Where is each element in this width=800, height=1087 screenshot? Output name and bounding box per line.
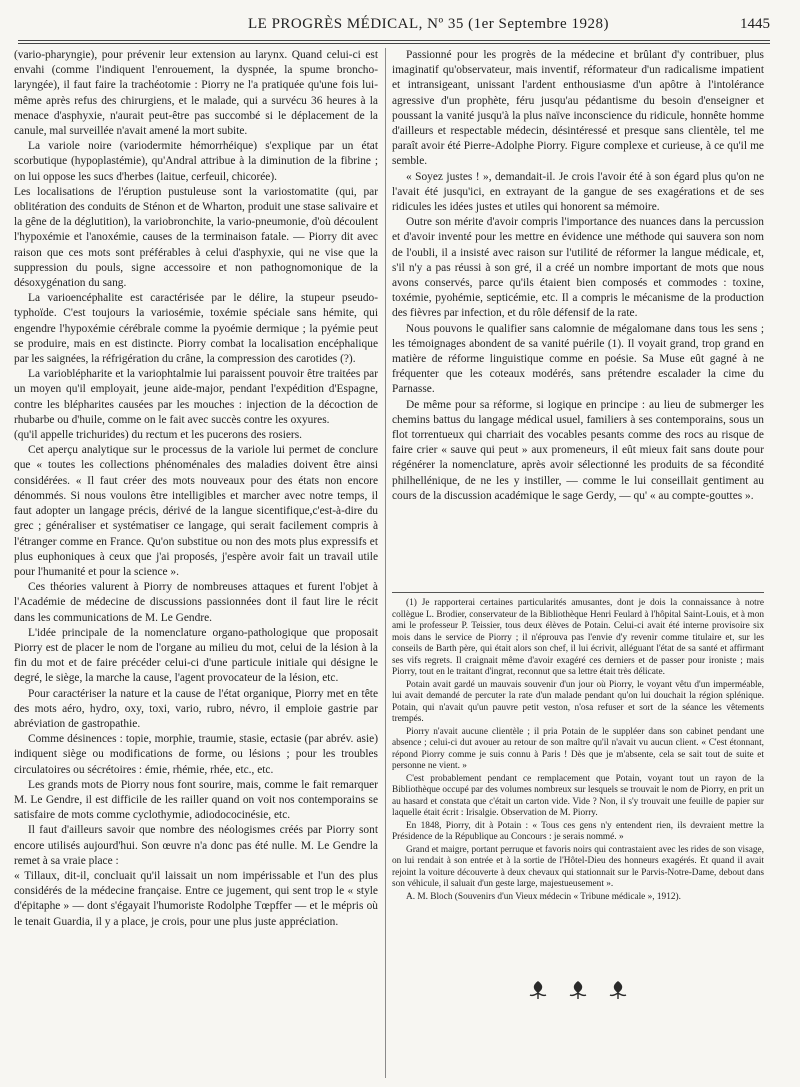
fleuron-icon: [529, 980, 547, 1000]
paragraph: Nous pouvons le qualifier sans calomnie de mégalomane dans tous les sens ; les témoignages abondent de sa vanité puérile (1). Il voyait grand, trop grand en matière de réforme linguistique comme en poésie. Sa Muse eût gagné à ne fréquenter que les coteaux modérés, sans prétendre escalader la cime du Parnasse.: [392, 322, 764, 396]
paragraph: Ces théories valurent à Piorry de nombreuses attaques et furent l'objet à l'Académie de médecine de discussions passionnées dont il faut lire le récit dans les communications de M. Le Gendre.: [14, 581, 378, 624]
paragraph: Cet aperçu analytique sur le processus de la variole lui permet de conclure que « toutes les collections phénoménales des maladies doivent être ainsi considérées. « Il faut créer des mots nouveaux pour des états non encore dénommés. Si nous voulons être intelligibles et marcher avec notre temps, il faut adopter un langage précis, dérivé de la langue sicentifique,c'est-à-dire du grec ; généraliser et systématiser ce langage, qui serait facilement compris à l'étranger comme en France. Qu'on substitue ou non des mots plus expressifs et plus euphoniques à ceux que j'ai proposés, j'espère avoir fait un travail utile pour l'humanité et pour la science ».: [14, 444, 378, 578]
left-column: [14, 48, 378, 930]
paragraph: La varioencéphalite est caractérisée par le délire, la stupeur pseudo-typhoïde. C'est toujours la variosémie, toxémie spéciale sans hémite, qui engendre l'hypoxémie cérébrale comme la pyoémie dermique ; la pyémie peut se produire, mais en est distincte. Piorry combat la localisation encéphalique par les saignées, la réfrigération du crâne, la compression des carotides (?).: [14, 292, 378, 366]
paragraph: (qu'il appelle trichurides) du rectum et les pucerons des rosiers.: [14, 429, 302, 442]
paragraph: « Soyez justes ! », demandait-il. Je crois l'avoir été à son égard plus qu'on ne l'avait été jusqu'ici, en extrayant de la gangue de ses exagérations et de ses ridicules les idées justes et utiles qui honorent sa mémoire.: [392, 170, 764, 214]
page-header: [18, 10, 770, 40]
paragraph: (vario-pharyngie), pour prévenir leur extension au larynx. Quand celui-ci est envahi (comme l'indiquent l'enrouement, la dyspnée, la spume broncho-laryngée), il faut faire la trachéotomie : Piorry ne l'a pratiquée qu'une fois lui-même après refus des chirurgiens, et le malade, qui a survécu 36 heures à la menace d'asphyxie, n'aurait peut-être pas succombé si le déplacement de la canule, mal surveillée n'avait amené la mort subite.: [14, 49, 378, 138]
running-title: LE PROGRÈS MÉDICAL, Nº 35 (1er Septembre 1928): [248, 16, 609, 32]
footnote: (1) Je rapporterai certaines particularités amusantes, dont je dois la connaissance à notre collègue L. Brodier, conservateur de la Bibliothèque Henri Feulard à l'hôpital Saint-Louis, et à mon ami le professeur P. Teissier, tous deux élèves de Potain. Celui-ci avait été interne provisoire six mois dans le service de Piorry ; il n'éprouva pas l'envie d'y revenir comme titulaire et, sur les conseils de Barth père, qui était alors son chef, il lui écrivit, alléguant l'état de sa santé et affirmant ses vifs regrets. Il craignait même d'avoir exagéré ces derniers et de passer pour ironiste ; mais Piorry, tout en le traitant d'ingrat, reconnut que sa lettre était très délicate.: [392, 598, 764, 677]
paragraph: Pour caractériser la nature et la cause de l'état organique, Piorry met en tête des mots aéro, hydro, oxy, toxi, vario, rubro, névro, il emploie gastrie par abréviation de gastropathie.: [14, 687, 378, 730]
paragraph: La varioblépharite et la variophtalmie lui paraissent pouvoir être traitées par un moyen qu'il employait, jeune aide-major, pendant l'expédition d'Espagne, contre les blépharites causées par les mouches : injection de la décoction de rhubarbe ou d'huile, comme on le fait avec succès contre les oxyures.: [14, 368, 378, 426]
paragraph: De même pour sa réforme, si logique en principe : au lieu de submerger les chemins battus du langage médical usuel, familiers à ses contemporains, sous un flot torrentueux qui charriait des vocables pesants comme des rocs au risque de faire crier « sauve qui peut » aux promeneurs, il eût mieux fait sans doute pour régénérer la nomenclature, après avoir sélectionné les produits de sa fécondité philhellénique, de ne les y instiller, — comme le lui conseillait gentiment au cours de la discussion académique le sage Gerdy, — qu' « au compte-gouttes ».: [392, 398, 764, 502]
footnote: Potain avait gardé un mauvais souvenir d'un jour où Piorry, le voyant vêtu d'un imperméable, lui avait demandé de percuter la rate d'un malade pendant qu'on lui douchait la région splénique. Potain, qui n'avait qu'un pauvre petit veston, n'osa refuser et sort de la séance les vêtements trempés.: [392, 679, 764, 724]
ornament-row: [392, 980, 764, 1010]
paragraph: « Tillaux, dit-il, concluait qu'il laissait un nom impérissable et l'un des plus considérés de la médecine française. Entre ce jugement, qui sent trop le « style d'épitaphe » — dont s'égayait l'humoriste Rodolphe Tœpffer — et le mépris où le tenait Guardia, il y a place, je crois, pour une plus juste appréciation.: [14, 869, 378, 928]
fleuron-icon: [609, 980, 627, 1000]
paragraph: Il faut d'ailleurs savoir que nombre des néologismes créés par Piorry sont encore utilisés aujourd'hui. Son œuvre n'a donc pas été nulle. M. Le Gendre la remet à sa vraie place :: [14, 824, 378, 867]
column-separator: [385, 48, 386, 1078]
right-column: [392, 48, 764, 504]
footnote-rule: [392, 592, 764, 593]
footnote: Piorry n'avait aucune clientèle ; il pria Potain de le suppléer dans son cabinet pendant une absence ; celui-ci dut avouer au retour de son maître qu'il n'avait vu aucun client. « C'est étonnant, répond Piorry comme je suis connu à Paris ! Dès que je m'absente, cela se sait tout de suite et personne ne vient. »: [392, 726, 764, 771]
page-number: 1445: [740, 16, 770, 32]
paragraph: Passionné pour les progrès de la médecine et brûlant d'y contribuer, plus imaginatif qu'observateur, mais inventif, réformateur d'un radicalisme impatient et intransigeant, unissant l'ardent enthousiasme d'un apôtre à l'intolérance agressive d'un prophète, féru jusqu'au pédantisme du besoin d'enseigner et poussant la vanité jusqu'à la plus naïve inconscience du ridicule, honnête homme d'ailleurs et respectable médecin, désintéressé et presque sans clientèle, tel me paraît avoir été Pierre-Adolphe Piorry. Figure complexe et curieuse, à ce qu'il me semble.: [392, 49, 764, 168]
paragraph: L'idée principale de la nomenclature organo-pathologique que proposait Piorry est de placer le nom de l'organe au milieu du mot, celui de la lésion à la fin du mot et de faire précéder celui-ci d'une particule initiale qui désigne le degré, le siège, la marche la cause, l'agent provocateur de la lésion, etc.: [14, 626, 378, 685]
footnote: C'est probablement pendant ce remplacement que Potain, voyant tout un rayon de la Bibliothèque occupé par des volumes nombreux sur lesquels se trouvait le nom de Piorry, en prit un au hasard et constata que c'était un carton vide. Vide ? Non, il s'y trouvait une feuille de papier sur laquelle était écrit : Irisalgie. Observation de M. Piorry.: [392, 773, 764, 818]
footnotes: [392, 598, 764, 904]
fleuron-icon: [569, 980, 587, 1000]
paragraph: Les localisations de l'éruption pustuleuse sont la variostomatite (qui, par oblitération des conduits de Sténon et de Wharton, produit une stase salivaire et la gêne de la déglutition), la variobronchite, la vario-pneumonie, d'où découlent l'hypoxémie et l'anoxémie, causes de la terminaison fatale. — Piorry dit avec raison que ces mots sont préférables à celui d'asphyxie, qui ne vise que la suppression du pouls, signe accessoire et non pathognomonique de la désoxygénation du sang.: [14, 185, 378, 290]
footnote-citation: A. M. Bloch (Souvenirs d'un Vieux médecin « Tribune médicale », 1912).: [406, 891, 681, 902]
paragraph: Comme désinences : topie, morphie, traumie, stasie, ectasie (par abrév. asie) indiquent siège ou modifications de forme, ou lésions ; pour les troubles circulatoires ou sécrétoires : émie, rhémie, rhée, etc., etc.: [14, 733, 378, 776]
paragraph: Outre son mérite d'avoir compris l'importance des nuances dans la percussion et d'avoir inventé pour les mettre en évidence une méthode qui sauvera son nom de l'oubli, il a insisté avec raison sur l'utilité de réformer la langue médicale, et, s'il n'y a pas réussi à son gré, il a créé un nombre important de mots que nous avons conservés, parce qu'ils étaient bien composés et commodes : toxine, toxémie, pyohémie, septicémie, etc. Il a compris le mécanisme de la production des fièvres par infection, et du rôle défensif de la rate.: [392, 216, 764, 320]
paragraph: Les grands mots de Piorry nous font sourire, mais, comme le fait remarquer M. Le Gendre, il est difficile de les railler quand on voit nos contemporains se satisfaire de mots comme cyclothymie, adiodococinésie, etc.: [14, 778, 378, 822]
footnote: Grand et maigre, portant perruque et favoris noirs qui contrastaient avec les rides de son visage, on lui rendait à son entrée et à la sortie de l'Hôtel-Dieu des honneurs exagérés. Et quand il avait rejoint la voiture découverte à deux chevaux qui stationnait sur le Parvis-Notre-Dame, debout dans son véhicule, il saluait d'un geste large, majestueusement ».: [392, 844, 764, 889]
paragraph: La variole noire (variodermite hémorrhéique) s'explique par un état scorbutique (hypoplastémie), qu'Andral attribue à la diminution de la fibrine ; on lui oppose les sucs d'herbes (laitue, cerfeuil, chicorée).: [14, 140, 378, 183]
footnote: En 1848, Piorry, dit à Potain : « Tous ces gens n'y entendent rien, ils devraient mettre la Présidence de la République au Concours : je serais nommé. »: [392, 820, 764, 842]
header-rule: [18, 40, 770, 44]
